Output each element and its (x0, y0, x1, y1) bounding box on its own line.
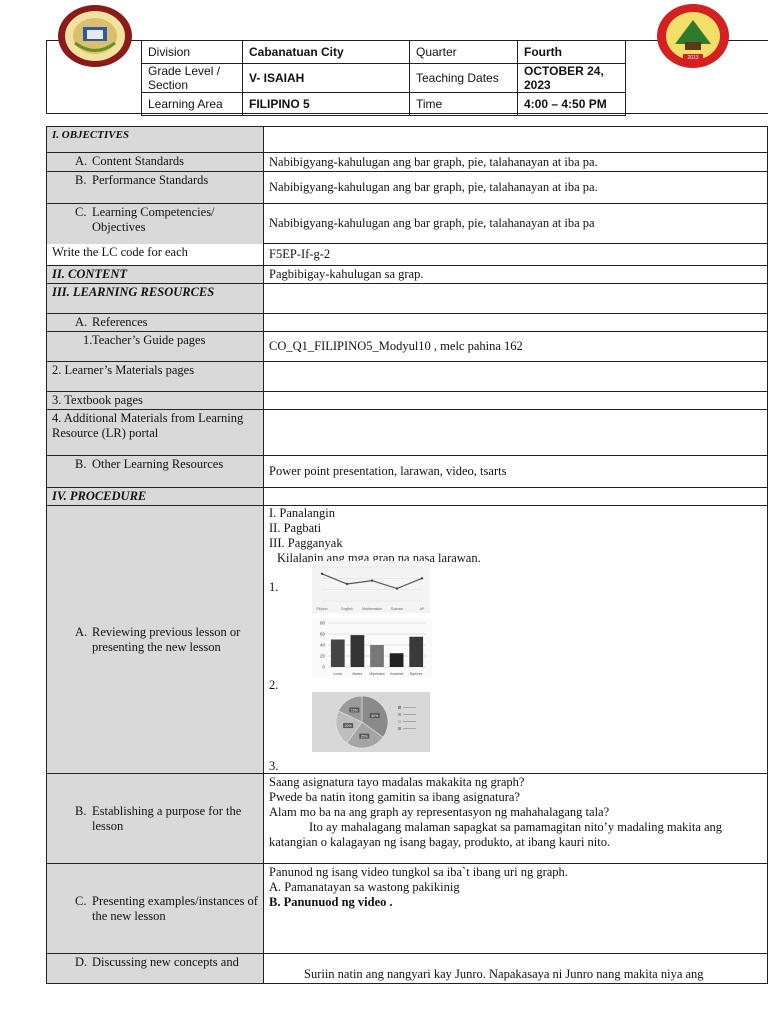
pie-label: 40% (371, 714, 379, 719)
purpose-line-3: Alam mo ba na ang graph ay representasyon ng mahahalagang tala? (269, 805, 610, 819)
learners-materials-value (264, 362, 768, 392)
division-value: Cabanatuan City (243, 41, 410, 64)
line-point (371, 579, 373, 581)
quarter-value: Fourth (518, 41, 626, 64)
grade-value: V- ISAIAH (243, 64, 410, 93)
competencies-label (47, 204, 264, 244)
line-point (421, 577, 423, 579)
label-text: Discussing new concepts and (92, 955, 239, 969)
graph-number-3: 3. (269, 759, 279, 773)
x-tick-label: English (341, 607, 353, 611)
purpose-line-1: Saang asignatura tayo madalas makakita ng graph? (269, 775, 525, 789)
lc-code-label: Write the LC code for each (47, 244, 264, 266)
review-line-3: III. Pagganyak (269, 536, 343, 550)
x-tick-label: AP (419, 607, 425, 611)
pie-label: 25% (360, 734, 368, 739)
purpose-paragraph: Ito ay mahalagang malaman sapagkat sa pamamagitan nito’y madaling makita ang katangian o kalagayan ng isang bagay, produkto, at ibang kauri nito. (269, 820, 723, 849)
lc-code-value: F5EP-If-g-2 (264, 244, 768, 266)
label-text: Performance Standards (92, 173, 209, 187)
presenting-line-2: A. Pamanatayan sa wastong pakikinig (269, 880, 460, 894)
content-value: Pagbibigay-kahulugan sa grap. (264, 266, 768, 284)
line-point (321, 573, 323, 575)
legend-swatch (398, 706, 401, 709)
references-label (47, 314, 264, 332)
school-seal-logo (643, 0, 743, 72)
legend-swatch (398, 720, 401, 723)
letter-b: B. (75, 173, 87, 187)
presenting-examples-label (47, 864, 264, 954)
label-text: References (92, 315, 148, 329)
procedure-value (264, 488, 768, 506)
bar (331, 640, 345, 668)
learners-materials-label: 2. Learner’s Materials pages (47, 362, 264, 392)
label-text: Content Standards (92, 154, 185, 168)
objectives-value (264, 127, 768, 153)
pie-label: 20% (344, 724, 352, 729)
objectives-heading: I. OBJECTIVES (47, 127, 264, 153)
label-text: Learning Competencies/ Objectives (92, 205, 215, 234)
graph-number-2: 2. (269, 678, 279, 692)
learning-resources-heading: III. LEARNING RESOURCES (47, 284, 264, 314)
bar (409, 637, 423, 667)
other-resources-label (47, 456, 264, 488)
learning-resources-value (264, 284, 768, 314)
x-tick-label: Martes (352, 672, 363, 676)
x-tick-label: Huwebes (389, 672, 404, 676)
presenting-line-1: Panunod ng isang video tungkol sa iba`t ibang uri ng graph. (269, 865, 568, 879)
establishing-purpose-label (47, 774, 264, 864)
division-seal-logo (47, 0, 143, 72)
teachers-guide-label (47, 332, 264, 362)
letter-b: B. (75, 457, 87, 471)
letter-a: A. (75, 154, 88, 168)
y-tick-label: 0 (322, 664, 325, 670)
grade-label: Grade Level / Section (142, 64, 243, 93)
review-instruction: Kilalanin ang mga grap na nasa larawan. (277, 551, 481, 565)
school-seal-year: 2013 (687, 55, 699, 61)
y-tick-label: 60 (319, 631, 325, 637)
reviewing-content (264, 506, 768, 774)
presenting-examples-content (264, 864, 768, 954)
learning-area-value: FILIPINO 5 (243, 93, 410, 116)
teachers-guide-value: CO_Q1_FILIPINO5_Modyul10 , melc pahina 162 (264, 332, 768, 362)
content-standards-label (47, 153, 264, 172)
textbook-pages-value (264, 392, 768, 410)
division-label: Division (142, 41, 243, 64)
label-text: Establishing a purpose for the lesson (92, 803, 242, 833)
teaching-dates-label: Teaching Dates (410, 64, 518, 93)
content-heading: II. CONTENT (47, 266, 264, 284)
label-text: Other Learning Resources (92, 457, 224, 471)
bar (351, 635, 365, 667)
quarter-label: Quarter (410, 41, 518, 64)
time-value: 4:00 – 4:50 PM (518, 93, 626, 116)
line-point (346, 583, 348, 585)
purpose-line-2: Pwede ba natin itong gamitin sa ibang asignatura? (269, 790, 520, 804)
letter-b: B. (75, 803, 87, 818)
y-tick-label: 20 (319, 653, 325, 659)
x-tick-label: Filipino (316, 607, 328, 611)
x-tick-label: Science (390, 607, 404, 611)
bar (370, 645, 384, 667)
procedure-heading: IV. PROCEDURE (47, 488, 264, 506)
line-chart (312, 561, 430, 613)
additional-materials-value (264, 410, 768, 456)
competencies-value: Nabibigyang-kahulugan ang bar graph, pie, talahanayan at iba pa (264, 204, 768, 244)
legend-swatch (398, 713, 401, 716)
graph-number-1: 1. (269, 580, 279, 594)
x-tick-label: Miyerkules (369, 672, 385, 676)
letter-c: C. (75, 893, 87, 908)
y-tick-label: 40 (319, 642, 325, 648)
pie-label: 15% (350, 708, 358, 713)
references-value (264, 314, 768, 332)
content-standards-value: Nabibigyang-kahulugan ang bar graph, pie, talahanayan at iba pa. (264, 153, 768, 172)
performance-standards-label (47, 172, 264, 204)
teaching-dates-value: OCTOBER 24, 2023 (518, 64, 626, 93)
other-resources-value: Power point presentation, larawan, video, tsarts (264, 456, 768, 488)
bar (390, 653, 404, 667)
lesson-plan-table (46, 126, 768, 984)
bar-chart (312, 619, 432, 677)
label-text: Teacher’s Guide pages (92, 333, 206, 347)
reviewing-label (47, 506, 264, 774)
learning-area-label: Learning Area (142, 93, 243, 116)
pie-chart (312, 692, 430, 752)
letter-c: C. (75, 205, 87, 219)
textbook-pages-label: 3. Textbook pages (47, 392, 264, 410)
additional-materials-label: 4. Additional Materials from Learning Resource (LR) portal (47, 410, 264, 456)
letter-a: A. (75, 315, 88, 329)
x-tick-label: Biyernes (409, 672, 423, 676)
line-point (396, 587, 398, 589)
time-label: Time (410, 93, 518, 116)
discussing-concepts-value: Suriin natin ang nangyari kay Junro. Napakasaya ni Junro nang makita niya ang (264, 954, 768, 984)
x-tick-label: Mathematics (362, 607, 382, 611)
x-tick-label: Lunes (333, 672, 343, 676)
review-line-2: II. Pagbati (269, 521, 322, 535)
tg-number: 1. (83, 333, 93, 347)
legend-swatch (398, 727, 401, 730)
header-info-table (141, 40, 626, 116)
discussing-concepts-label (47, 954, 264, 984)
label-text: Presenting examples/instances of the new lesson (92, 893, 258, 923)
letter-d: D. (75, 955, 88, 969)
letter-a: A. (75, 624, 88, 639)
presenting-bold-line: B. Panunuod ng video . (269, 895, 393, 909)
y-tick-label: 80 (319, 620, 325, 626)
establishing-purpose-content (264, 774, 768, 864)
performance-standards-value: Nabibigyang-kahulugan ang bar graph, pie, talahanayan at iba pa. (264, 172, 768, 204)
review-line-1: I. Panalangin (269, 506, 335, 520)
label-text: Reviewing previous lesson or presenting the new lesson (92, 624, 241, 654)
